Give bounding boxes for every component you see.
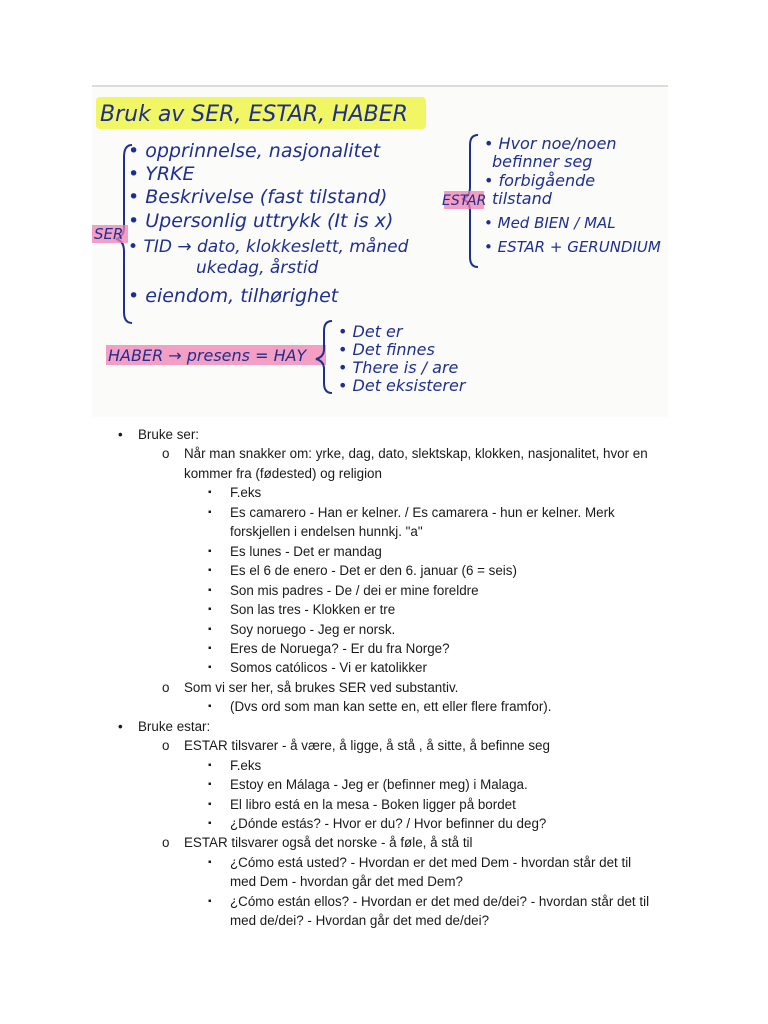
note-text: Soy noruego - Jeg er norsk. bbox=[230, 621, 396, 637]
haber-label: HABER → presens = HAY bbox=[108, 346, 307, 365]
note-text: med Dem - hvordan går det med Dem? bbox=[230, 874, 463, 890]
haber-item-1: • Det er bbox=[338, 322, 403, 341]
bullet-marker bbox=[208, 911, 230, 931]
note-text: Es lunes - Det er mandag bbox=[230, 543, 382, 559]
note-line bbox=[208, 658, 427, 678]
note-line bbox=[208, 522, 423, 542]
bullet-marker: ▪ bbox=[208, 818, 212, 829]
ser-label: SER bbox=[94, 225, 124, 243]
note-text: ¿Cómo está usted? - Hvordan er det med Dem - hvordan står det til bbox=[230, 854, 632, 870]
bullet-marker: ▪ bbox=[208, 701, 212, 713]
note-line bbox=[162, 736, 550, 756]
haber-item-4: • Det eksisterer bbox=[338, 376, 466, 395]
bullet-marker: o bbox=[162, 679, 170, 695]
note-line bbox=[162, 464, 382, 484]
bullet-marker: ▪ bbox=[208, 642, 212, 654]
haber-item-3: • There is / are bbox=[338, 358, 459, 377]
bullet-marker: o bbox=[162, 738, 170, 754]
note-line bbox=[118, 717, 210, 737]
bullet-marker: o bbox=[162, 446, 170, 462]
note-text: Bruke ser: bbox=[138, 427, 200, 442]
note-title: Bruk av SER, ESTAR, HABER bbox=[100, 102, 408, 127]
estar-item-6: • ESTAR + GERUNDIUM bbox=[484, 238, 661, 256]
note-line bbox=[118, 425, 199, 445]
note-text: kommer fra (fødested) og religion bbox=[184, 465, 382, 481]
note-line bbox=[208, 892, 649, 912]
bullet-marker: ▪ bbox=[208, 759, 212, 771]
note-line bbox=[208, 542, 382, 562]
note-text: Bruke estar: bbox=[138, 718, 211, 734]
note-text: med de/dei? - Hvordan går det med de/dei? bbox=[230, 913, 490, 929]
bullet-marker bbox=[162, 464, 184, 484]
bullet-marker: ▪ bbox=[208, 487, 212, 499]
note-line bbox=[162, 678, 458, 698]
ser-item-5: • TID → dato, klokkeslett, måned bbox=[128, 237, 409, 257]
note-line bbox=[208, 581, 479, 601]
note-line bbox=[208, 814, 546, 834]
note-line bbox=[208, 911, 489, 931]
note-line bbox=[208, 775, 528, 795]
bullet-marker: ▪ bbox=[208, 662, 212, 674]
note-line bbox=[208, 853, 631, 873]
note-line bbox=[162, 444, 648, 464]
bullet-marker: o bbox=[162, 835, 170, 851]
note-text: ESTAR tilsvarer også det norske - å føle, å stå til bbox=[184, 835, 473, 851]
bullet-marker bbox=[208, 872, 230, 892]
note-text: ¿Dónde estás? - Hvor er du? / Hvor befinner du deg? bbox=[230, 816, 547, 831]
note-line bbox=[208, 620, 395, 640]
ser-item-4: • Upersonlig uttrykk (It is x) bbox=[128, 210, 394, 232]
note-line bbox=[208, 600, 395, 620]
bullet-marker: ▪ bbox=[208, 623, 212, 635]
bullet-marker: ▪ bbox=[208, 545, 212, 557]
note-line bbox=[208, 483, 261, 503]
note-line bbox=[208, 639, 450, 659]
note-text: Es camarero - Han er kelner. / Es camarera - hun er kelner. Merk bbox=[230, 504, 615, 520]
bullet-marker: ▪ bbox=[208, 506, 212, 518]
ser-item-7: • eiendom, tilhørighet bbox=[128, 285, 339, 307]
note-text: ESTAR tilsvarer - å være, å ligge, å stå , å sitte, å befinne seg bbox=[184, 738, 550, 754]
haber-item-2: • Det finnes bbox=[338, 340, 435, 359]
ser-item-2: • YRKE bbox=[128, 163, 195, 185]
note-text: Eres de Noruega? - Er du fra Norge? bbox=[230, 640, 450, 656]
note-text: Som vi ser her, så brukes SER ved substantiv. bbox=[184, 679, 459, 695]
note-text: (Dvs ord som man kan sette en, ett eller flere framfor). bbox=[230, 699, 552, 715]
estar-item-5: • Med BIEN / MAL bbox=[484, 214, 616, 232]
bullet-marker bbox=[208, 522, 230, 542]
bullet-marker: ▪ bbox=[208, 604, 212, 616]
note-line bbox=[208, 795, 516, 815]
bullet-marker: • bbox=[118, 718, 123, 734]
note-line bbox=[208, 697, 552, 717]
note-text: ¿Cómo están ellos? - Hvordan er det med de/dei? - hvordan står det til bbox=[230, 893, 650, 909]
note-text: Son mis padres - De / dei er mine foreldre bbox=[230, 582, 479, 598]
estar-item-3: • forbigående bbox=[484, 171, 596, 190]
note-text: Estoy en Málaga - Jeg er (befinner meg) i Malaga. bbox=[230, 777, 528, 793]
note-drawing bbox=[92, 87, 668, 417]
note-line bbox=[208, 561, 517, 581]
note-text: El libro está en la mesa - Boken ligger på bordet bbox=[230, 796, 516, 812]
estar-item-4: tilstand bbox=[492, 189, 552, 208]
note-line bbox=[208, 756, 261, 776]
bullet-marker: ▪ bbox=[208, 565, 212, 577]
estar-label: ESTAR bbox=[442, 193, 487, 209]
estar-item-1: • Hvor noe/noen bbox=[484, 134, 617, 153]
note-text: Son las tres - Klokken er tre bbox=[230, 602, 396, 618]
bullet-marker: ▪ bbox=[208, 856, 212, 868]
note-text: F.eks bbox=[230, 757, 262, 773]
bullet-marker: ▪ bbox=[208, 584, 212, 596]
note-text: Når man snakker om: yrke, dag, dato, slektskap, klokken, nasjonalitet, hvor en bbox=[184, 446, 648, 462]
estar-item-2: befinner seg bbox=[492, 152, 593, 171]
note-line bbox=[208, 872, 463, 892]
ser-item-6: ukedag, årstid bbox=[196, 258, 319, 278]
note-line bbox=[208, 503, 615, 523]
bullet-marker: • bbox=[118, 427, 123, 442]
bullet-marker: ▪ bbox=[208, 798, 212, 810]
ser-item-3: • Beskrivelse (fast tilstand) bbox=[128, 186, 388, 208]
bullet-marker: ▪ bbox=[208, 895, 212, 907]
note-line bbox=[162, 833, 473, 853]
ser-item-1: • opprinnelse, nasjonalitet bbox=[128, 140, 381, 162]
note-text: F.eks bbox=[230, 485, 262, 501]
bullet-marker: ▪ bbox=[208, 779, 212, 791]
handwritten-note-image bbox=[92, 85, 668, 417]
note-text: forskjellen i endelsen hunnkj. "a" bbox=[230, 524, 423, 540]
note-text: Es el 6 de enero - Det er den 6. januar (6 = seis) bbox=[230, 563, 517, 579]
note-text: Somos católicos - Vi er katolikker bbox=[230, 660, 427, 676]
